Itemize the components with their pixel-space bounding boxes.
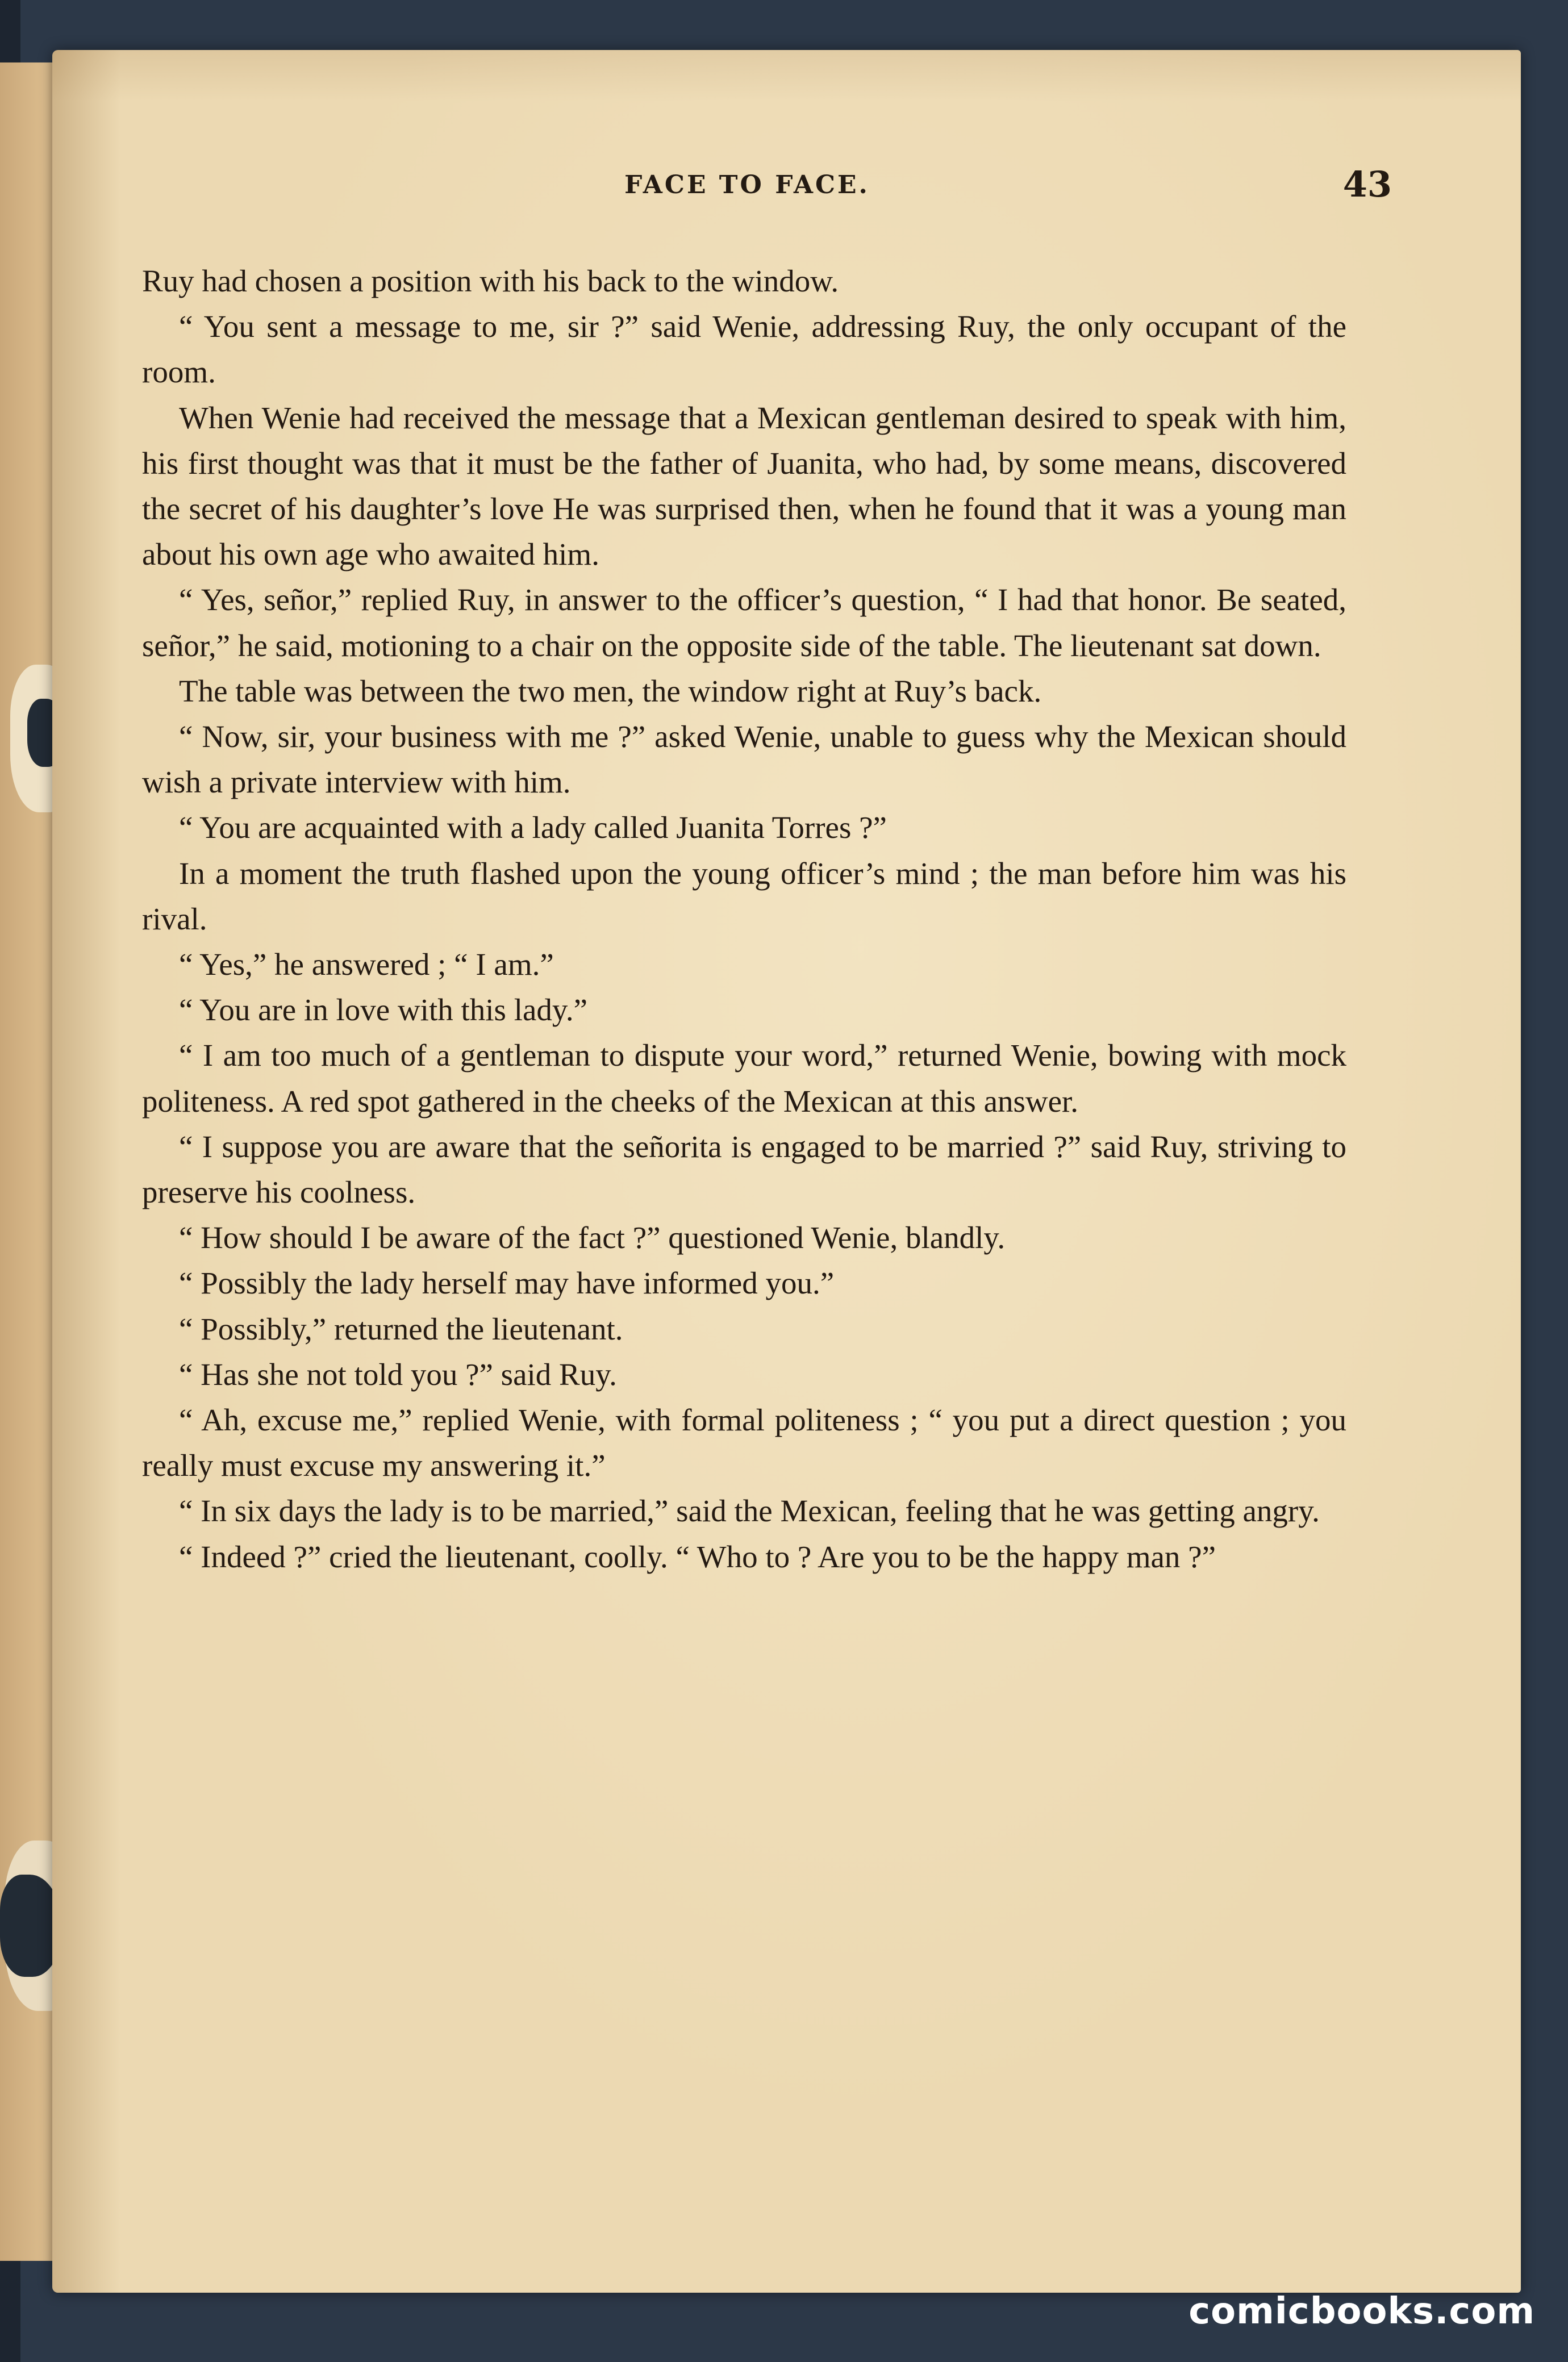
paragraph: “ I am too much of a gentleman to dispute your word,” returned Wenie, bowing with mock politeness. A red spot gathered in the cheeks of the Mexican at this answer.	[142, 1038, 1346, 1119]
paragraph: “ Indeed ?” cried the lieutenant, coolly. “ Who to ? Are you to be the happy man ?”	[179, 1539, 1216, 1574]
paragraph: “ Ah, excuse me,” replied Wenie, with formal politeness ; “ you put a direct question ; you really must excuse my answering it.”	[142, 1403, 1346, 1483]
paragraph: “ Yes, señor,” replied Ruy, in answer to the officer’s question, “ I had that honor. Be seated, señor,” he said, motioning to a chair on the opposite side of the table. The lieutenant sat down.	[142, 582, 1346, 663]
site-watermark: comicbooks.com	[1188, 2290, 1535, 2332]
running-head: FACE TO FACE.	[624, 170, 870, 199]
page-header	[102, 164, 1392, 216]
paragraph: “ I suppose you are aware that the señorita is engaged to be married ?” said Ruy, striving to preserve his coolness.	[142, 1129, 1346, 1210]
paragraph: “ Possibly,” returned the lieutenant.	[179, 1311, 623, 1346]
paragraph: “ How should I be aware of the fact ?” questioned Wenie, blandly.	[179, 1220, 1006, 1255]
page-body	[142, 258, 1346, 1580]
paragraph: In a moment the truth flashed upon the young officer’s mind ; the man before him was his rival.	[142, 856, 1346, 936]
paragraph: When Wenie had received the message that a Mexican gentleman desired to speak with him, his first thought was that it must be the father of Juanita, who had, by some means, discovered the secret of his daughter’s love He was surprised then, when he found that it was a young man about his own age who awaited him.	[142, 400, 1346, 572]
paragraph: “ Yes,” he answered ; “ I am.”	[179, 947, 554, 982]
paragraph: “ Possibly the lady herself may have informed you.”	[179, 1266, 835, 1301]
paragraph: “ Has she not told you ?” said Ruy.	[179, 1357, 617, 1392]
paragraph: “ Now, sir, your business with me ?” asked Wenie, unable to guess why the Mexican should wish a private interview with him.	[142, 719, 1346, 800]
paragraph: “ You are in love with this lady.”	[179, 992, 587, 1028]
paragraph: “ You are acquainted with a lady called Juanita Torres ?”	[179, 810, 887, 845]
paragraph: “ You sent a message to me, sir ?” said Wenie, addressing Ruy, the only occupant of the room.	[142, 309, 1346, 390]
paragraph: “ In six days the lady is to be married,” said the Mexican, feeling that he was getting angry.	[179, 1493, 1320, 1529]
paragraph: Ruy had chosen a position with his back to the window.	[142, 264, 839, 298]
paragraph: The table was between the two men, the window right at Ruy’s back.	[179, 673, 1042, 708]
page-number: 43	[1342, 164, 1392, 205]
